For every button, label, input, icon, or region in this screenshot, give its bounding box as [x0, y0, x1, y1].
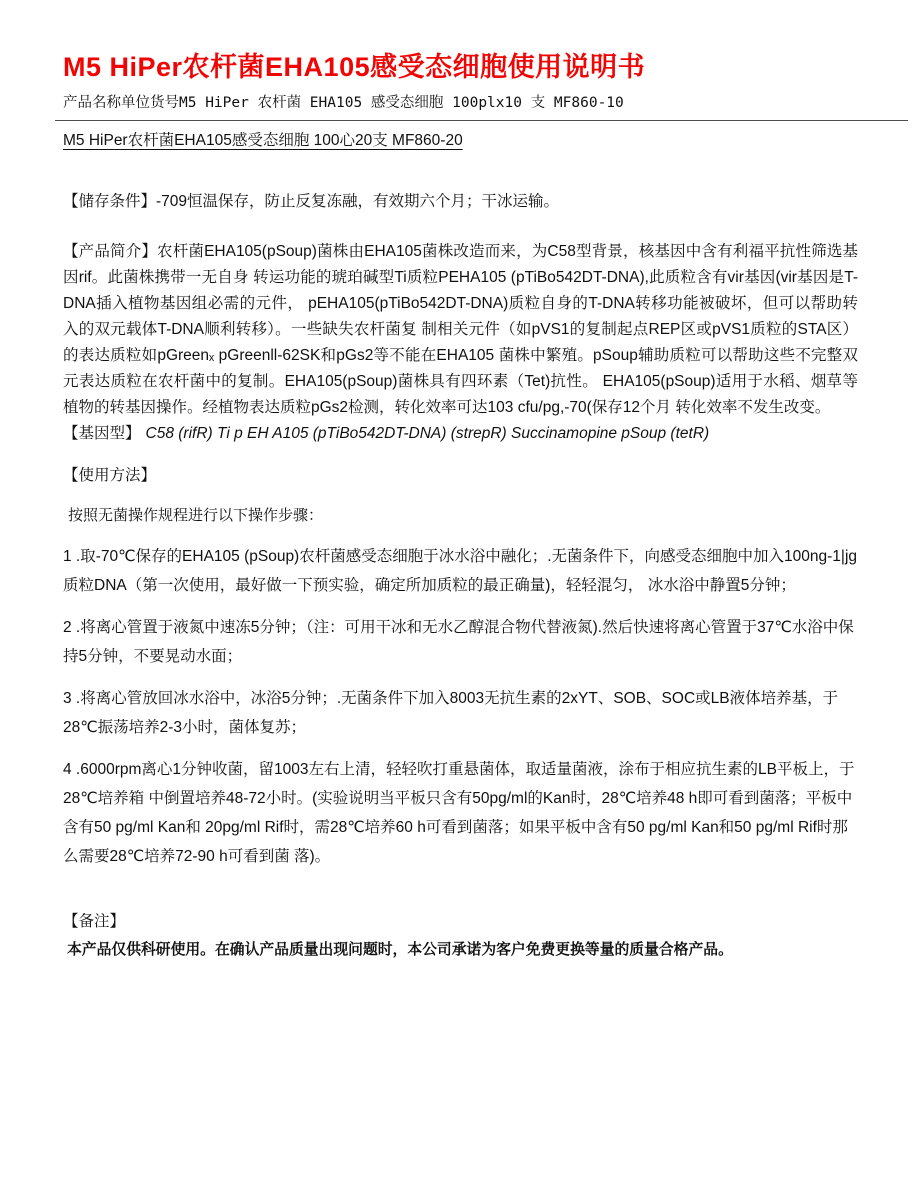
- usage-intro-text: 按照无菌操作规程进行以下操作步骤：: [68, 507, 324, 524]
- remarks-label: 【备注】: [63, 913, 126, 930]
- product-introduction-label: 【产品简介】: [63, 243, 158, 260]
- storage-conditions-text: -709恒温保存，防止反复冻融，有效期六个月；干冰运输。: [156, 193, 560, 210]
- usage-step-2: 2 .将离心管置于液氮中速冻5分钟；（注：可用干冰和无水乙醇混合物代替液氮).然后快速将离心管置于37℃水浴中保持5分钟，不要晃动水面；: [63, 619, 854, 665]
- horizontal-divider: [55, 120, 908, 121]
- usage-method-label: 【使用方法】: [63, 467, 157, 484]
- product-info-row-1: 产品名称单位货号M5 HiPer 农杆菌 EHA105 感受态细胞 100plx10 支 MF860-10: [63, 95, 624, 111]
- storage-conditions-label: 【储存条件】: [63, 193, 157, 210]
- usage-step-3: 3 .将离心管放回冰水浴中，冰浴5分钟；.无菌条件下加入8003无抗生素的2xYT、SOB、SOC或LB液体培养基，于28℃振荡培养2-3小时，菌体复苏；: [63, 690, 839, 736]
- usage-step-4: 4 .6000rpm离心1分钟收菌，留1003左右上清，轻轻吹打重悬菌体，取适量菌液，涂布于相应抗生素的LB平板上，于28℃培养箱 中倒置培养48-72小时。(实验说明当平板只含有50pg/ml的Kan时，28℃培养48 h即可看到菌落；平板中含有50 pg/ml Kan和 20pg/ml Rif时，需28℃培养60 h可看到菌落；如果平板中含有50 pg/ml Kan和50 pg/ml Rif时那么需要28℃培养72-90 h可看到菌 落)。: [63, 761, 855, 865]
- genotype-label: 【基因型】: [63, 425, 141, 442]
- remarks-text: 本产品仅供科研使用。在确认产品质量出现问题时，本公司承诺为客户免费更换等量的质量合格产品。: [67, 942, 733, 958]
- product-info-row-2-text: M5 HiPer农杆菌EHA105感受态细胞 100心20支 MF860-20: [63, 132, 463, 149]
- genotype-text: C58 (rifR) Ti p EH A105 (pTiBo542DT-DNA) (strepR) Succinamopine pSoup (tetR): [145, 425, 710, 442]
- product-info-row-2: [63, 130, 858, 152]
- storage-conditions-section: [63, 189, 858, 215]
- genotype-section: [63, 421, 858, 447]
- product-introduction-section: [63, 239, 858, 421]
- product-introduction-text: 农杆菌EHA105(pSoup)菌株由EHA105菌株改造而来，为C58型背景，核基因中含有利福平抗性筛选基因rif。此菌株携带一无自身 转运功能的琥珀碱型Ti质粒PEHA105 (pTiBo542DT-DNA),此质粒含有vir基因(vir基因是T-DNA插入植物基因组必需的元件， pEHA105(pTiBo542DT-DNA)质粒自身的T-DNA转移功能被破坏，但可以帮助转入的双元载体T-DNA顺利转移）。一些缺失农杆菌复 制相关元件（如pVS1的复制起点REP区或pVS1质粒的STA区）的表达质粒如pGreenₓ pGreenll-62SK和pGs2等不能在EHA105 菌株中繁殖。pSoup辅助质粒可以帮助这些不完整双元表达质粒在农杆菌中的复制。EHA105(pSoup)菌株具有四环素（Tet)抗性。 EHA105(pSoup)适用于水稻、烟草等植物的转基因操作。经植物表达质粒pGs2检测，转化效率可达103 cfu/pg,-70(保存12个月 转化效率不发生改变。: [63, 243, 858, 416]
- usage-step-1: 1 .取-70℃保存的EHA105 (pSoup)农杆菌感受态细胞于冰水浴中融化；.无菌条件下，向感受态细胞中加入100ng-1|jg质粒DNA（第一次使用，最好做一下预实验，确定所加质粒的最正确量)，轻轻混匀， 冰水浴中静置5分钟；: [63, 548, 858, 594]
- page-title: M5 HiPer农杆菌EHA105感受态细胞使用说明书: [63, 52, 646, 82]
